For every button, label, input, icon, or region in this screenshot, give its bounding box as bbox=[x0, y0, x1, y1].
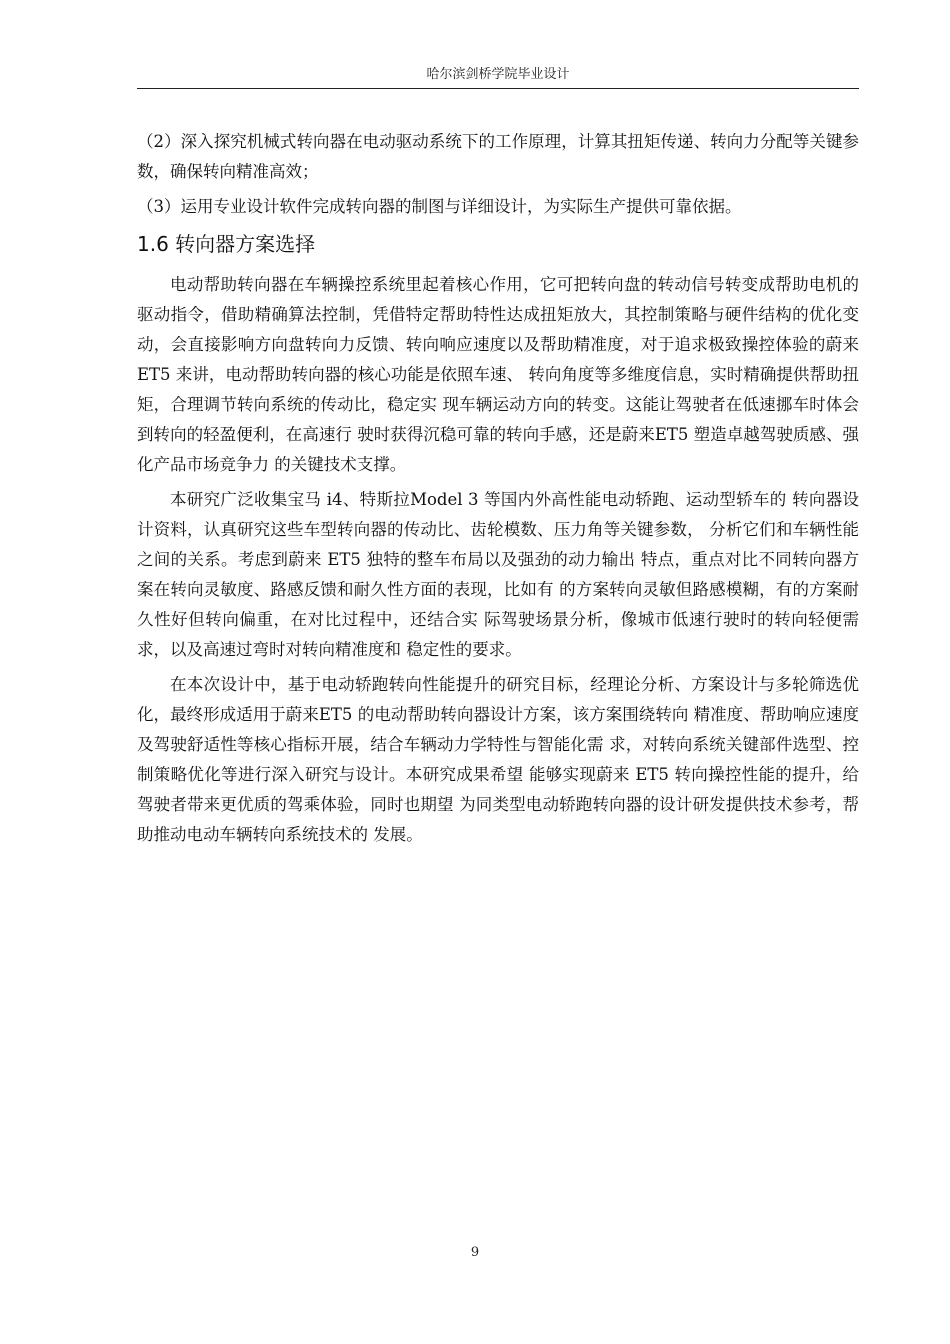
list-item-2: （2）深入探究机械式转向器在电动驱动系统下的工作原理，计算其扭矩传递、转向力分配等关键参数，确保转向精准高效； bbox=[137, 132, 859, 181]
list-item-3: （3）运用专业设计软件完成转向器的制图与详细设计，为实际生产提供可靠依据。 bbox=[137, 197, 742, 216]
paragraph-1: 电动帮助转向器在车辆操控系统里起着核心作用，它可把转向盘的转动信号转变成帮助电机的驱动指令，借助精确算法控制，凭借特定帮助特性达成扭矩放大，其控制策略与硬件结构的优化变动，会直接影响方向盘转向力反馈、转向响应速度以及帮助精准度，对于追求极致操控体验的蔚来 ET5 来讲，电动帮助转向器的核心功能是依照车速、 转向角度等多维度信息，实时精确提供帮助扭矩，合理调节转向系统的传动比，稳定实 现车辆运动方向的转变。这能让驾驶者在低速挪车时体会到转向的轻盈便利，在高速行 驶时获得沉稳可靠的转向手感，还是蔚来ET5 塑造卓越驾驶质感、强化产品市场竞争力 的关键技术支撑。 bbox=[137, 275, 859, 474]
page-number: 9 bbox=[470, 1245, 480, 1260]
header-title: 哈尔滨剑桥学院毕业设计 bbox=[426, 67, 570, 82]
document-body bbox=[137, 127, 859, 855]
paragraph-3: 在本次设计中，基于电动轿跑转向性能提升的研究目标，经理论分析、方案设计与多轮筛选优化，最终形成适用于蔚来ET5 的电动帮助转向器设计方案，该方案围绕转向 精准度、帮助响应速度及驾驶舒适性等核心指标开展，结合车辆动力学特性与智能化需 求，对转向系统关键部件选型、控制策略优化等进行深入研究与设计。本研究成果希望 能够实现蔚来 ET5 转向操控性能的提升，给驾驶者带来更优质的驾乘体验，同时也期望 为同类型电动轿跑转向器的设计研发提供技术参考，帮助推动电动车辆转向系统技术的 发展。 bbox=[137, 675, 859, 844]
paragraph-2: 本研究广泛收集宝马 i4、特斯拉Model 3 等国内外高性能电动轿跑、运动型轿车的 转向器设计资料，认真研究这些车型转向器的传动比、齿轮模数、压力角等关键参数， 分析它们和车辆性能之间的关系。考虑到蔚来 ET5 独特的整车布局以及强劲的动力输出 特点，重点对比不同转向器方案在转向灵敏度、路感反馈和耐久性方面的表现，比如有 的方案转向灵敏但路感模糊，有的方案耐久性好但转向偏重，在对比过程中，还结合实 际驾驶场景分析，像城市低速行驶时的转向轻便需求，以及高速过弯时对转向精准度和 稳定性的要求。 bbox=[137, 490, 859, 659]
page-header bbox=[137, 64, 859, 89]
section-title: 1.6 转向器方案选择 bbox=[137, 232, 316, 256]
